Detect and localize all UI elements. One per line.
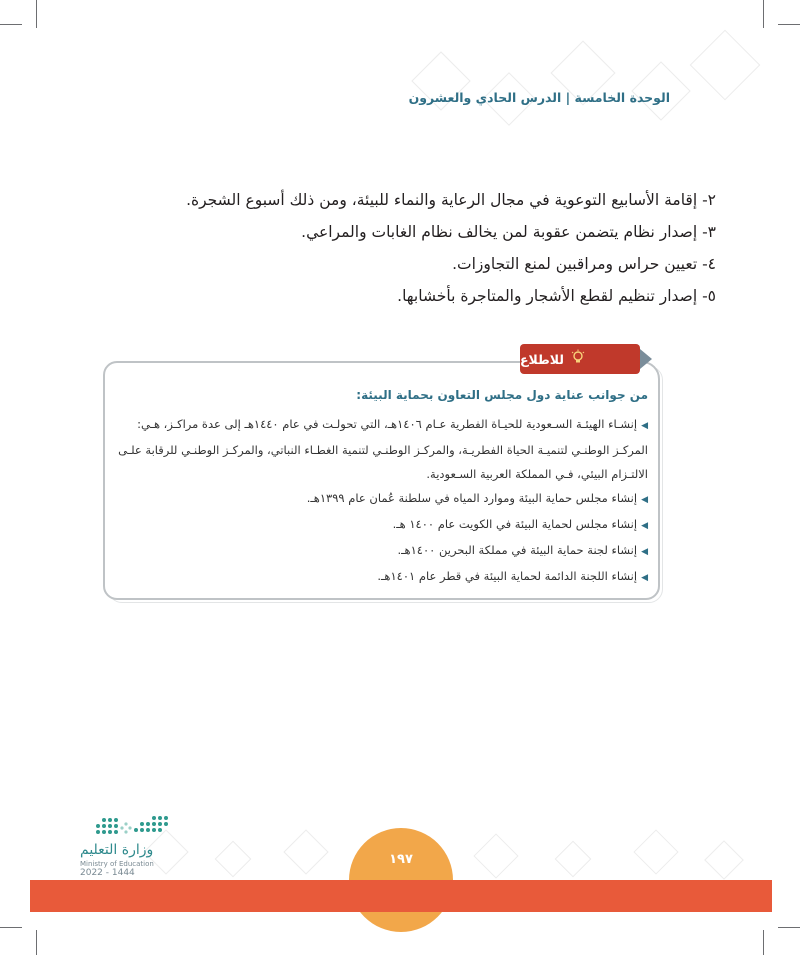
bullet-triangle-icon: ◀ — [641, 547, 648, 557]
crop-mark — [36, 930, 37, 955]
crop-mark — [0, 24, 22, 25]
info-list-item — [110, 412, 648, 486]
info-item-text: إنشاء لجنة حماية البيئة في مملكة البحرين ١٤٠٠هـ. — [397, 543, 638, 557]
logo-year-text: 2022 - 1444 — [80, 868, 135, 878]
crop-mark — [763, 930, 764, 955]
list-item: ٥- إصدار تنظيم لقطع الأشجار والمتاجرة بأخشابها. — [397, 287, 716, 305]
decorative-diamond — [215, 841, 252, 878]
crop-mark — [36, 0, 37, 28]
info-list-item — [110, 486, 648, 512]
lightbulb-icon — [570, 349, 586, 369]
info-tab-label: للاطلاع — [520, 351, 564, 367]
crop-mark — [763, 0, 764, 28]
info-item-text: إنشـاء الهيئـة السـعودية للحيـاة الفطرية عـام ١٤٠٦هـ، التي تحولـت في عام ١٤٤٠هـ إلى عدة مراكـز، هـي: المركـز الوطنـي لتنميـة الحياة الفطريـة، والمركـز الوطنـي لتنمية الغطـاء النباتي، والمركـز الوطنـي للرقابة علـى الالتـزام البيئي، فـي المملكة العربية السـعودية. — [118, 417, 648, 481]
list-item: ٣- إصدار نظام يتضمن عقوبة لمن يخالف نظام الغابات والمراعي. — [301, 223, 716, 241]
decorative-diamond — [555, 841, 592, 878]
info-list-item — [110, 512, 648, 538]
info-tab — [520, 344, 640, 374]
crop-mark — [778, 927, 800, 928]
decorative-diamond — [690, 30, 761, 101]
info-box-list — [110, 412, 648, 590]
decorative-diamond — [704, 840, 744, 880]
info-item-text: إنشاء مجلس لحماية البيئة في الكويت عام ١٤٠٠ هـ. — [392, 517, 638, 531]
decorative-diamond — [473, 833, 518, 878]
info-list-item — [110, 564, 648, 590]
info-box-content — [110, 388, 648, 590]
crop-mark — [778, 24, 800, 25]
measures-list — [76, 184, 716, 312]
bullet-triangle-icon: ◀ — [641, 573, 648, 583]
unit-lesson-title: الوحدة الخامسة | الدرس الحادي والعشرون — [408, 90, 670, 105]
info-list-item — [110, 538, 648, 564]
tab-arrow — [640, 349, 652, 369]
bullet-triangle-icon: ◀ — [641, 521, 648, 531]
info-item-text: إنشاء اللجنة الدائمة لحماية البيئة في قطر عام ١٤٠١هـ. — [377, 569, 638, 583]
list-item: ٢- إقامة الأسابيع التوعوية في مجال الرعاية والنماء للبيئة، ومن ذلك أسبوع الشجرة. — [186, 191, 716, 209]
footer-bar — [30, 880, 772, 912]
logo-arabic-text: وزارة التعليم — [80, 842, 154, 858]
info-item-text: إنشاء مجلس حماية البيئة وموارد المياه في سلطنة عُمان عام ١٣٩٩هـ. — [306, 491, 638, 505]
list-item: ٤- تعيين حراس ومراقبين لمنع التجاوزات. — [452, 255, 716, 273]
logo-dots-icon — [88, 808, 178, 842]
logo-english-text: Ministry of Education — [80, 860, 154, 868]
bullet-triangle-icon: ◀ — [641, 421, 648, 431]
page-number: ١٩٧ — [389, 852, 413, 867]
info-box-heading: من جوانب عناية دول مجلس التعاون بحماية البيئة: — [356, 388, 648, 402]
bullet-triangle-icon: ◀ — [641, 495, 648, 505]
decorative-diamond — [283, 829, 328, 874]
crop-mark — [0, 927, 22, 928]
decorative-diamond — [633, 829, 678, 874]
